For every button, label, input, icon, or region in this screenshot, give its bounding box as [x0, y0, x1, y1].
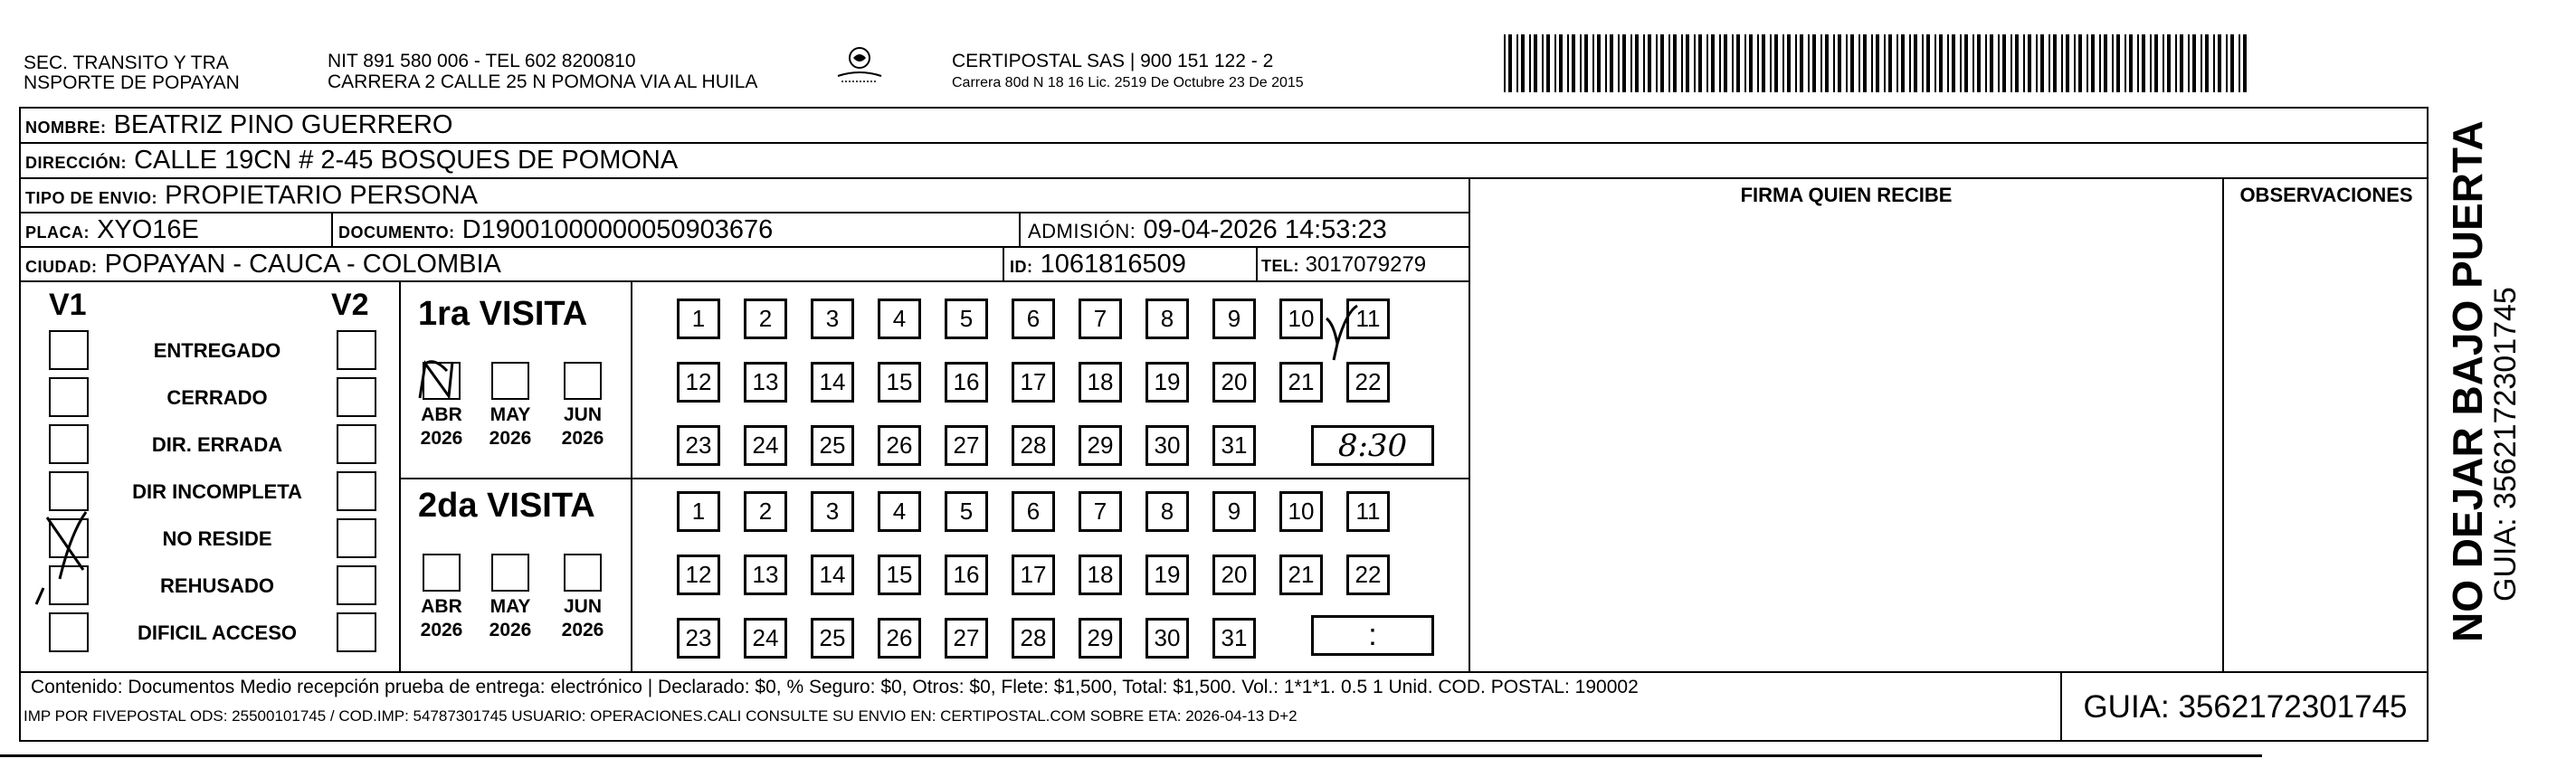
- day-box[interactable]: 21: [1279, 362, 1323, 403]
- day-box[interactable]: 11: [1346, 491, 1390, 532]
- direccion-value: CALLE 19CN # 2-45 BOSQUES DE POMONA: [134, 146, 679, 175]
- day-box[interactable]: 27: [945, 618, 988, 659]
- guia-box: GUIA: 3562172301745: [2083, 689, 2408, 725]
- status-option-label: NO RESIDE: [162, 527, 272, 550]
- firma-header: FIRMA QUIEN RECIBE: [1740, 184, 1953, 206]
- day-box[interactable]: 10: [1279, 299, 1323, 339]
- side-guia-text: GUIA: 3562172301745: [2488, 287, 2523, 602]
- day-box[interactable]: 14: [811, 555, 854, 595]
- day-box[interactable]: 12: [677, 555, 720, 595]
- day-box[interactable]: 26: [878, 618, 921, 659]
- day-box[interactable]: 3: [811, 299, 854, 339]
- day-box[interactable]: 15: [878, 362, 921, 403]
- nombre-label: NOMBRE:: [25, 119, 107, 137]
- month-year: 2026: [561, 428, 604, 449]
- day-box[interactable]: 6: [1012, 491, 1055, 532]
- day-box[interactable]: 8: [1145, 491, 1189, 532]
- imp-text: IMP POR FIVEPOSTAL ODS: 25500101745 / COD.IMP: 54787301745 USUARIO: OPERACIONES.CALI CONSULTE SU ENVIO EN: CERTIPOSTAL.COM SOBRE ETA: 2026-04-13 D+2: [24, 707, 1298, 725]
- ciudad-value: POPAYAN - CAUCA - COLOMBIA: [104, 250, 501, 279]
- tipo-envio-value: PROPIETARIO PERSONA: [165, 181, 479, 210]
- status-option-label: DIR. ERRADA: [151, 433, 283, 456]
- day-box[interactable]: 20: [1212, 555, 1256, 595]
- day-box[interactable]: 2: [744, 491, 787, 532]
- month-year: 2026: [420, 428, 463, 449]
- placa-label: PLACA:: [25, 223, 90, 242]
- agency-address-line: CARRERA 2 CALLE 25 N POMONA VIA AL HUILA: [328, 71, 758, 92]
- day-box[interactable]: 8: [1145, 299, 1189, 339]
- month-year: 2026: [420, 620, 463, 640]
- month-name: JUN: [563, 596, 602, 617]
- tel-label: TEL:: [1261, 257, 1299, 275]
- day-box[interactable]: 28: [1012, 425, 1055, 466]
- carrier-name-line: CERTIPOSTAL SAS | 900 151 122 - 2: [952, 51, 1274, 71]
- ciudad-label: CIUDAD:: [25, 258, 98, 276]
- id-value: 1061816509: [1040, 250, 1186, 279]
- id-label: ID:: [1010, 258, 1033, 276]
- day-box[interactable]: 17: [1012, 362, 1055, 403]
- nombre-value: BEATRIZ PINO GUERRERO: [113, 110, 453, 139]
- nit-line: NIT 891 580 006 - TEL 602 8200810: [328, 51, 636, 71]
- day-box[interactable]: 5: [945, 491, 988, 532]
- agency-name-line2: NSPORTE DE POPAYAN: [24, 72, 240, 93]
- scan-edge-line: [0, 754, 2262, 757]
- day-box[interactable]: 15: [878, 555, 921, 595]
- admision-label: ADMISIÓN:: [1028, 220, 1136, 242]
- day-box[interactable]: 12: [677, 362, 720, 403]
- day-box[interactable]: 25: [811, 425, 854, 466]
- status-option-label: DIFICIL ACCESO: [137, 621, 297, 644]
- direccion-label: DIRECCIÓN:: [25, 154, 127, 172]
- day-box[interactable]: 10: [1279, 491, 1323, 532]
- placa-value: XYO16E: [97, 215, 199, 244]
- day-box[interactable]: 3: [811, 491, 854, 532]
- documento-label: DOCUMENTO:: [338, 223, 455, 242]
- month-name: ABR: [421, 596, 462, 617]
- day-box[interactable]: 11: [1346, 299, 1390, 339]
- day-box[interactable]: 6: [1012, 299, 1055, 339]
- tel-value: 3017079279: [1305, 252, 1427, 277]
- day-box[interactable]: 24: [744, 618, 787, 659]
- v2-header: V2: [331, 288, 369, 322]
- month-name: JUN: [563, 404, 602, 425]
- day-box[interactable]: 13: [744, 555, 787, 595]
- day-box[interactable]: 2: [744, 299, 787, 339]
- day-box[interactable]: 16: [945, 555, 988, 595]
- day-box[interactable]: 23: [677, 425, 720, 466]
- day-box[interactable]: 31: [1212, 425, 1256, 466]
- day-box[interactable]: 24: [744, 425, 787, 466]
- day-box[interactable]: 20: [1212, 362, 1256, 403]
- day-box[interactable]: 22: [1346, 362, 1390, 403]
- day-box[interactable]: 23: [677, 618, 720, 659]
- day-box[interactable]: 9: [1212, 299, 1256, 339]
- observaciones-header: OBSERVACIONES: [2239, 184, 2413, 206]
- status-option-label: DIR INCOMPLETA: [132, 480, 302, 503]
- day-box[interactable]: 14: [811, 362, 854, 403]
- day-box[interactable]: 22: [1346, 555, 1390, 595]
- status-option-label: REHUSADO: [160, 574, 274, 597]
- v1-header: V1: [49, 288, 87, 322]
- day-box[interactable]: 26: [878, 425, 921, 466]
- month-year: 2026: [489, 620, 532, 640]
- day-box[interactable]: 29: [1079, 618, 1122, 659]
- day-box[interactable]: 17: [1012, 555, 1055, 595]
- day-box[interactable]: 30: [1145, 618, 1189, 659]
- day-box[interactable]: 1: [677, 299, 720, 339]
- day-box[interactable]: 4: [878, 299, 921, 339]
- tipo-envio-label: TIPO DE ENVIO:: [25, 189, 158, 207]
- day-box[interactable]: 28: [1012, 618, 1055, 659]
- day-box[interactable]: 19: [1145, 362, 1189, 403]
- status-option-label: CERRADO: [166, 386, 268, 409]
- documento-value: D19001000000050903676: [461, 215, 774, 244]
- status-option-label: ENTREGADO: [153, 339, 281, 362]
- visit2-title: 2da VISITA: [418, 487, 595, 525]
- month-year: 2026: [489, 428, 532, 449]
- day-box[interactable]: 25: [811, 618, 854, 659]
- contenido-text: Contenido: Documentos Medio recepción prueba de entrega: electrónico | Declarado: $0, % Seguro: $0, Otros: $0, Flete: $1,500, Total: $1,500. Vol.: 1*1*1. 0.5 1 Unid. COD. POSTAL: 190002: [31, 677, 1639, 697]
- day-box[interactable]: 30: [1145, 425, 1189, 466]
- day-box[interactable]: 16: [945, 362, 988, 403]
- day-box[interactable]: 4: [878, 491, 921, 532]
- day-box[interactable]: 29: [1079, 425, 1122, 466]
- admision-value: 09-04-2026 14:53:23: [1143, 215, 1387, 244]
- month-name: ABR: [421, 404, 462, 425]
- visit1-title: 1ra VISITA: [418, 295, 588, 333]
- day-box[interactable]: 18: [1079, 362, 1122, 403]
- month-year: 2026: [561, 620, 604, 640]
- no-dejar-bajo-puerta-text: NO DEJAR BAJO PUERTA: [2444, 120, 2491, 642]
- visit1-time-text: 8:30: [1337, 427, 1408, 464]
- day-box[interactable]: 31: [1212, 618, 1256, 659]
- day-box[interactable]: 21: [1279, 555, 1323, 595]
- day-box[interactable]: 7: [1079, 491, 1122, 532]
- month-name: MAY: [490, 404, 531, 425]
- day-box[interactable]: 18: [1079, 555, 1122, 595]
- carrier-address-line: Carrera 80d N 18 16 Lic. 2519 De Octubre 23 De 2015: [952, 75, 1304, 90]
- agency-name-line1: SEC. TRANSITO Y TRA: [24, 52, 229, 73]
- day-box[interactable]: 5: [945, 299, 988, 339]
- day-box[interactable]: 13: [744, 362, 787, 403]
- day-box[interactable]: 7: [1079, 299, 1122, 339]
- day-box[interactable]: 19: [1145, 555, 1189, 595]
- day-box[interactable]: 27: [945, 425, 988, 466]
- day-box[interactable]: 9: [1212, 491, 1256, 532]
- day-box[interactable]: 1: [677, 491, 720, 532]
- month-name: MAY: [490, 596, 531, 617]
- visit2-time-text: :: [1368, 618, 1377, 652]
